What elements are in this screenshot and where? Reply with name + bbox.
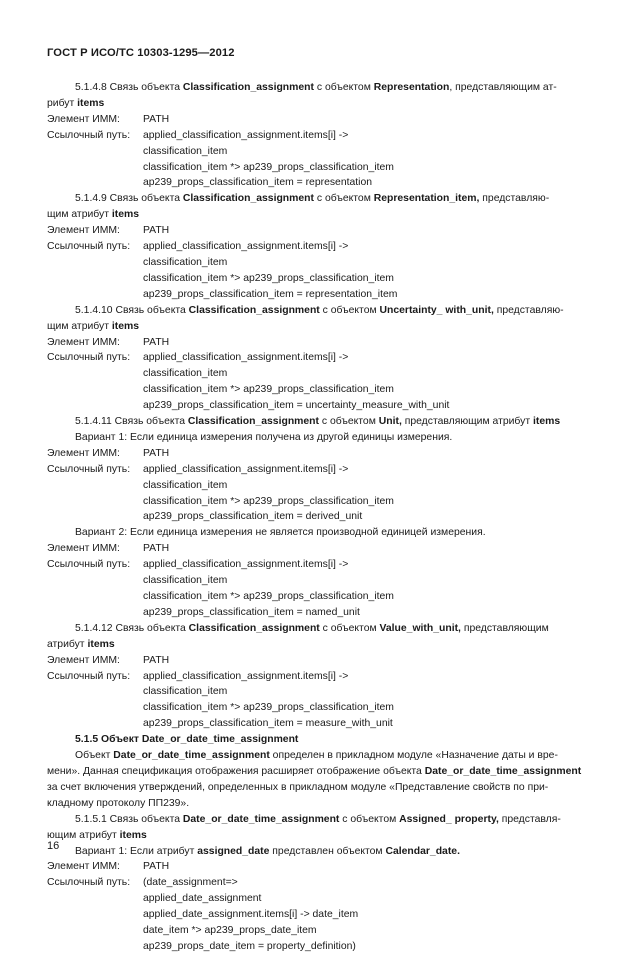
ref-path-line: classification_item — [143, 256, 228, 268]
ref-path-line: classification_item — [143, 145, 228, 157]
variant-1-text: Вариант 1: Если единица измерения получена из другой единицы измерения. — [75, 431, 453, 443]
ref-path-line: classification_item — [143, 575, 228, 587]
section-5-1-4-8-title: 5.1.4.8 Связь объекта Classification_assignment с объектом Representation, представляющим ат- — [75, 82, 557, 93]
section-5-1-5-heading: 5.1.5 Объект Date_or_date_time_assignment — [75, 734, 299, 746]
section-5-1-4-10-title-cont: щим атрибут items — [47, 320, 139, 332]
ref-path-line: ap239_props_classification_item = uncertainty_measure_with_unit — [143, 400, 450, 412]
section-5-1-4-12-title-cont: атрибут items — [47, 638, 115, 650]
section-5-1-4-9-title-cont: щим атрибут items — [47, 209, 139, 221]
section-5-1-4-11-title: 5.1.4.11 Связь объекта Classification_assignment с объектом Unit, представляющим атрибут items — [75, 416, 561, 428]
variant-2-text: Вариант 2: Если единица измерения не является производной единицей измерения. — [75, 527, 486, 539]
section-5-1-5-paragraph-cont: мени». Данная спецификация отображения расширяет отображение объекта Date_or_date_time_assignment — [47, 765, 582, 777]
section-5-1-4-9-title: 5.1.4.9 Связь объекта Classification_assignment с объектом Representation_item, представляю- — [75, 193, 550, 205]
ref-path-line: classification_item *> ap239_props_classification_item — [143, 384, 394, 396]
ref-path-line: ap239_props_classification_item = named_unit — [143, 606, 360, 618]
ref-path-row: Ссылочный путь: (date_assignment=> — [47, 877, 238, 889]
ref-path-row: Ссылочный путь: applied_classification_assignment.items[i] -> — [47, 670, 349, 682]
element-row: Элемент ИММ: PATH — [47, 447, 170, 459]
element-row: Элемент ИММ: PATH — [47, 861, 170, 873]
section-5-1-5-paragraph: Объект Date_or_date_time_assignment определен в прикладном модуле «Назначение даты и вре- — [75, 750, 558, 762]
ref-path-line: classification_item *> ap239_props_classification_item — [143, 495, 394, 507]
element-row: Элемент ИММ: PATH — [47, 654, 170, 666]
ref-path-line: ap239_props_classification_item = representation — [143, 177, 373, 189]
section-5-1-5-paragraph-cont: за счет включения утверждений, определенных в прикладном модуле «Представление свойств по при- — [47, 781, 549, 793]
ref-path-line: classification_item *> ap239_props_classification_item — [143, 161, 394, 173]
element-row: Элемент ИММ: PATH — [47, 336, 170, 348]
section-5-1-4-12-title: 5.1.4.12 Связь объекта Classification_assignment с объектом Value_with_unit, представляющим — [75, 622, 549, 634]
section-5-1-5-1-title-cont: ющим атрибут items — [47, 829, 147, 841]
ref-path-row: Ссылочный путь: applied_classification_assignment.items[i] -> — [47, 559, 349, 571]
section-5-1-4-8-title-cont: рибут items — [47, 97, 105, 109]
ref-path-line: applied_date_assignment — [143, 893, 262, 905]
standard-header: ГОСТ Р ИСО/ТС 10303-1295—2012 — [47, 47, 235, 59]
ref-path-line: date_item *> ap239_props_date_item — [143, 925, 317, 937]
ref-path-line: classification_item — [143, 368, 228, 380]
ref-path-line: classification_item — [143, 686, 228, 698]
element-row: Элемент ИММ: PATH — [47, 113, 170, 125]
document-body — [47, 80, 583, 955]
ref-path-row: Ссылочный путь: applied_classification_assignment.items[i] -> — [47, 463, 349, 475]
section-5-1-4-10-title: 5.1.4.10 Связь объекта Classification_assignment с объектом Uncertainty_ with_unit, представляю- — [75, 304, 564, 316]
ref-path-line: classification_item — [143, 479, 228, 491]
ref-path-line: classification_item *> ap239_props_classification_item — [143, 702, 394, 714]
section-5-1-5-1-title: 5.1.5.1 Связь объекта Date_or_date_time_assignment с объектом Assigned_ property, представля- — [75, 813, 561, 825]
ref-path-line: ap239_props_date_item = property_definition) — [143, 940, 356, 952]
ref-path-line: ap239_props_classification_item = measure_with_unit — [143, 718, 393, 730]
section-5-1-5-paragraph-cont: кладному протоколу ПП239». — [47, 797, 190, 809]
ref-path-line: applied_date_assignment.items[i] -> date_item — [143, 909, 359, 921]
variant-1-text: Вариант 1: Если атрибут assigned_date представлен объектом Calendar_date. — [75, 845, 460, 857]
ref-path-line: classification_item *> ap239_props_classification_item — [143, 272, 394, 284]
page-number: 16 — [47, 840, 60, 852]
ref-path-line: classification_item *> ap239_props_classification_item — [143, 591, 394, 602]
ref-path-line: ap239_props_classification_item = derived_unit — [143, 511, 363, 523]
ref-path-row: Ссылочный путь: applied_classification_assignment.items[i] -> — [47, 352, 349, 364]
ref-path-row: Ссылочный путь: applied_classification_assignment.items[i] -> — [47, 241, 349, 253]
ref-path-line: ap239_props_classification_item = representation_item — [143, 288, 398, 300]
element-row: Элемент ИММ: PATH — [47, 225, 170, 237]
ref-path-row: Ссылочный путь: applied_classification_assignment.items[i] -> — [47, 129, 349, 141]
element-row: Элемент ИММ: PATH — [47, 543, 170, 555]
